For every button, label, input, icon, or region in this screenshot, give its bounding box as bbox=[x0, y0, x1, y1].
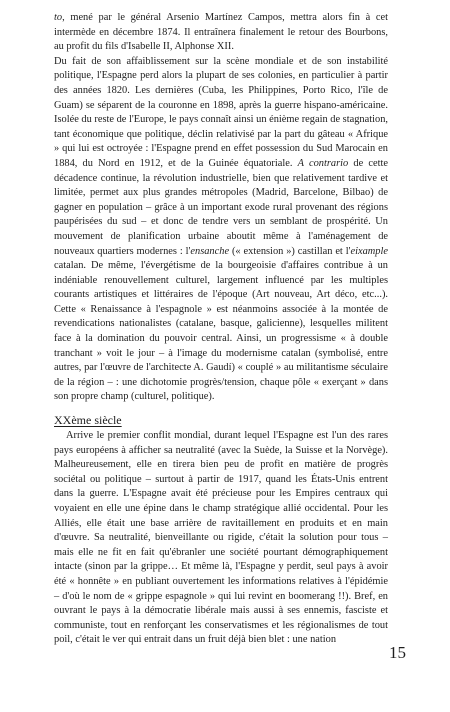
paragraph-continuation: to, mené par le général Arsenio Martínez Campos, mettra alors fin à cet intermède en décembre 1874. Il entraînera finalement le retour des Bourbons, au profit du fils d'Isabelle II, Alphonse XII. bbox=[54, 12, 388, 53]
italic-eixample: eixample bbox=[350, 245, 388, 257]
italic-a-contrario: A contrario bbox=[297, 157, 349, 169]
page-number: 15 bbox=[389, 643, 406, 662]
italic-ensanche: ensanche bbox=[190, 245, 230, 257]
section-heading: XXème siècle bbox=[54, 413, 122, 428]
italic-lead: to bbox=[54, 12, 63, 23]
paragraph-first-world-war: Arrive le premier conflit mondial, durant lequel l'Espagne est l'un des rares pays européens à afficher sa neutralité (avec la Suède, la Suisse et la Norvège). Malheureusement, elle en tirera bien peu de profit en matière de progrès sociétal ou politique – surtout à partir de 1917, quand les États-Unis entrent dans la guerre. L'Espagne avait été précieuse pour les Empires centraux qui voyaient en elle une épine dans le champ stratégique allié occidental. Pour les Alliés, elle était une base arrière de ravitaillement en produits et en main d'œuvre. Sa neutralité, bienveillante ou rigide, c'était la solution pour tous – mais elle ne fit en fait qu'ébranler une société pourtant démographiquement intacte (sinon par la grippe… Et même là, l'Espagne y perdit, seul pays à avoir été « honnête » en publiant ouvertement les informations relatives à l'épidémie – d'où le nom de « grippe espagnole » qui lui revint en boomerang !!). Bref, en ouvrant le pays à la démocratie libérale mais aussi à ses ennemis, fasciste et communiste, tout en renforçant les conservatismes et les régionalismes de tout poil, c'était le ver qui entrait dans un fruit déjà bien blet : une nation bbox=[54, 430, 388, 646]
body-text bbox=[54, 11, 388, 648]
paragraph-colonies: Du fait de son affaiblissement sur la scène mondiale et de son instabilité politique, l'Espagne perd alors la plupart de ses colonies, en particulier à partir des années 1820. Les dernières (Cuba, les Philippines, Porto Rico, l'île de Guam) se séparent de la couronne en 1898, après la guerre hispano-américaine. Isolée du reste de l'Europe, le pays connaît ainsi un énième regain de stagnation, tant économique que politique, déclin relativisé par la part du gâteau « Afrique » qui lui est octroyée : l'Espagne prend en effet possession du Sud Marocain en 1884, du Nord en 1912, et de la Guinée équatoriale. A contrario de cette décadence continue, la révolution industrielle, bien que relativement tardive et limitée, permet aux plus grandes métropoles (Madrid, Barcelone, Bilbao) de gagner en population – grâce à un important exode rural provenant des régions paupérisées du sud – et donc de tendre vers un semblant de prospérité. Un mouvement de planification urbaine aboutit même à l'aménagement de nouveaux quartiers modernes : l'ensanche (« extension ») castillan et l'eixample catalan. De même, l'évergétisme de la bourgeoisie d'affaires contribue à un indéniable renouvellement culturel, largement influencé par les multiples courants artistiques et littéraires de l'époque (Art nouveau, Art déco, etc...). Cette « Renaissance à l'espagnole » est néanmoins associée à la montée de revendications nationalistes (catalane, basque, galicienne), lesquelles militent face à la domination du pouvoir central. Ainsi, un progressisme « à double tranchant » voit le jour – à l'image du modernisme catalan (symbolisé, entre autres, par l'œuvre de l'architecte A. Gaudí) « couplé » au militantisme séculaire de la région – : une dichotomie progrès/tension, chaque pôle « exerçant » dans son propre champ (culturel, politique). bbox=[54, 55, 388, 403]
